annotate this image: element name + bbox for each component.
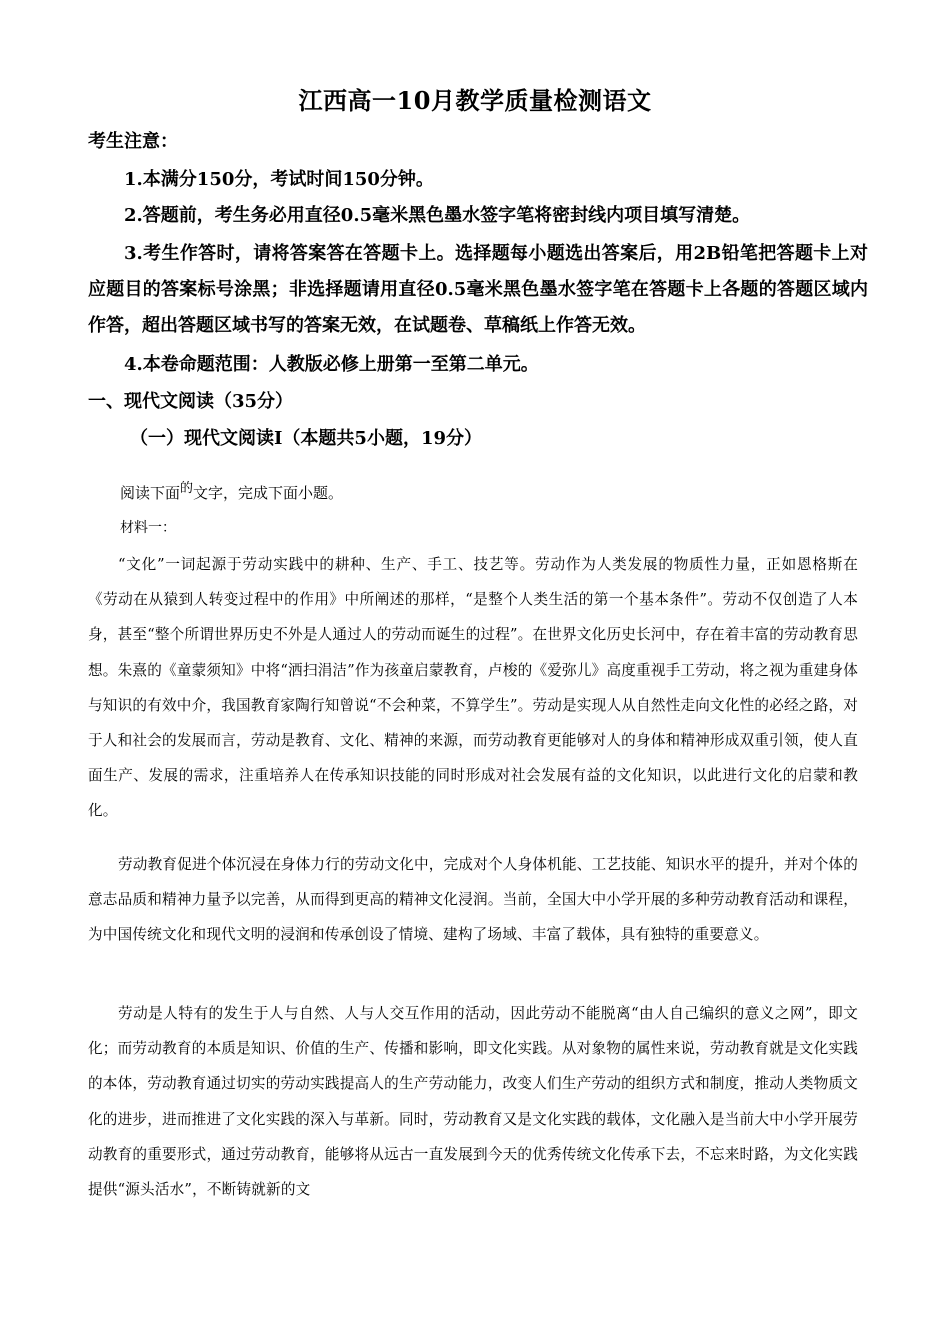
- notice-item-3: 3.考生作答时，请将答案答在答题卡上。选择题每小题选出答案后，用2B铅笔把答题卡上对应题目的答案标号涂黑；非选择题请用直径0.5毫米黑色墨水签字笔在答题卡上各题的答题区域内作答，超出答题区域书写的答案无效，在试题卷、草稿纸上作答无效。: [88, 243, 868, 336]
- instruction-superscript: 的: [180, 481, 194, 496]
- notice-item-4: 4.本卷命题范围：人教版必修上册第一至第二单元。: [124, 354, 539, 375]
- paragraph-1: “文化”一词起源于劳动实践中的耕种、生产、手工、技艺等。劳动作为人类发展的物质性力量，正如恩格斯在《劳动在从猿到人转变过程中的作用》中所阐述的那样，“是整个人类生活的第一个基本条件”。劳动不仅创造了人本身，甚至“整个所谓世界历史不外是人通过人的劳动而诞生的过程”。在世界文化历史长河中，存在着丰富的劳动教育思想。朱熹的《童蒙须知》中将“洒扫涓洁”作为孩童启蒙教育，卢梭的《爱弥儿》高度重视手工劳动，将之视为重建身体与知识的有效中介，我国教育家陶行知曾说“不会种菜，不算学生”。劳动是实现人从自然性走向文化性的必经之路，对于人和社会的发展而言，劳动是教育、文化、精神的来源，而劳动教育更能够对人的身体和精神形成双重引领，使人直面生产、发展的需求，注重培养人在传承知识技能的同时形成对社会发展有益的文化知识，以此进行文化的启蒙和教化。: [88, 556, 858, 820]
- notice-item-2: 2.答题前，考生务必用直径0.5毫米黑色墨水签字笔将密封线内项目填写清楚。: [124, 205, 751, 226]
- notice-heading: 考生注意：: [88, 131, 178, 152]
- instruction-text-before: 阅读下面: [120, 484, 181, 502]
- section-heading: 一、现代文阅读（35分）: [88, 391, 294, 412]
- page-title: 江西高一10月教学质量检测语文: [298, 86, 652, 115]
- material-label: 材料一：: [120, 520, 176, 536]
- paragraph-3: 劳动是人特有的发生于人与自然、人与人交互作用的活动，因此劳动不能脱离“由人自己编织的意义之网”，即文化；而劳动教育的本质是知识、价值的生产、传播和影响，即文化实践。从对象物的属性来说，劳动教育就是文化实践的本体，劳动教育通过切实的劳动实践提高人的生产劳动能力，改变人们生产劳动的组织方式和制度，推动人类物质文化的进步，进而推进了文化实践的深入与革新。同时，劳动教育又是文化实践的载体，文化融入是当前大中小学开展劳动教育的重要形式，通过劳动教育，能够将从远古一直发展到今天的优秀传统文化传承下去，不忘来时路，为文化实践提供“源头活水”，不断铸就新的文: [88, 1005, 858, 1199]
- instruction-text-after: 文字，完成下面小题。: [193, 484, 344, 502]
- reading-instruction: [120, 478, 343, 504]
- paragraph-2: 劳动教育促进个体沉浸在身体力行的劳动文化中，完成对个人身体机能、工艺技能、知识水平的提升，并对个体的意志品质和精神力量予以完善，从而得到更高的精神文化浸润。当前，全国大中小学开展的多种劳动教育活动和课程，为中国传统文化和现代文明的浸润和传承创设了情境、建构了场域、丰富了载体，具有独特的重要意义。: [88, 856, 858, 944]
- sub-heading: （一）现代文阅读Ⅰ（本题共5小题，19分）: [130, 428, 482, 449]
- notice-item-1: 1.本满分150分，考试时间150分钟。: [124, 169, 434, 190]
